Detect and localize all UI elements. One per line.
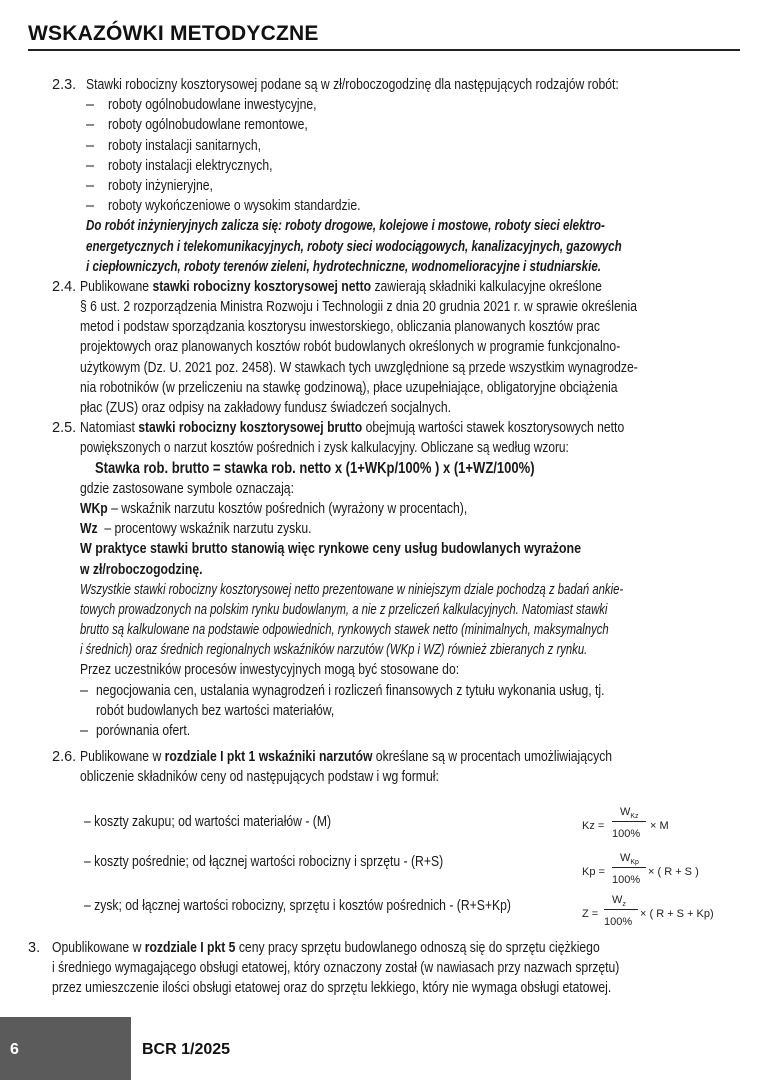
paragraph-line: § 6 ust. 2 rozporządzenia Ministra Rozwoju i Technologii z dnia 20 grudnia 2021 r. w sprawie określenia — [80, 299, 637, 316]
list-item-continuation: robót budowlanych bez wartości materiałów, — [96, 702, 335, 719]
section-number: 2.6. — [52, 749, 77, 766]
brutto-formula: Stawka rob. brutto = stawka rob. netto x (1+WKp/100% ) x (1+WZ/100%) — [95, 459, 535, 477]
document-body — [0, 75, 764, 998]
section-2-6-intro: 2.6. Publikowane w rozdziale I pkt 1 wskaźniki narzutów określane są w procentach umożliwiających — [0, 747, 764, 767]
footer-page-box — [0, 1017, 131, 1080]
section-2-4-intro: 2.4. Publikowane stawki robocizny kosztorysowej netto zawierają składniki kalkulacyjne określone — [0, 277, 764, 297]
list-item: – roboty ogólnobudowlane remontowe, — [86, 117, 308, 134]
page-number: 6 — [10, 1041, 19, 1058]
note-line: energetycznych i telekomunikacyjnych, roboty sieci wodociągowych, kanalizacyjnych, gazowych — [86, 238, 622, 255]
page-title: WSKAZÓWKI METODYCZNE — [28, 22, 319, 45]
paragraph-line: powiększonych o narzut kosztów pośrednich i zysk kalkulacyjny. Obliczane są według wzoru: — [80, 440, 569, 457]
italic-line: Wszystkie stawki robocizny kosztorysowej netto prezentowane w niniejszym dziale pochodzą z badań ankie- — [80, 581, 624, 598]
paragraph-line: użytkowym (Dz. U. 2021 poz. 2458). W stawkach tych uwzględnione są przede wszystkim wynagrodze- — [80, 359, 638, 376]
symbol-wz: Wz — [80, 521, 98, 538]
symbol-wkp: WKp — [80, 500, 108, 517]
section-2-3-intro — [0, 75, 764, 95]
list-item: – roboty instalacji sanitarnych, — [86, 137, 262, 154]
italic-line: brutto są kalkulowane na podstawie odpowiednich, rynkowych stawek netto (minimalnych, maksymalnych — [80, 622, 609, 639]
section-2-5-intro: 2.5. Natomiast stawki robocizny kosztorysowej brutto obejmują wartości stawek kosztorysowych netto — [0, 418, 764, 438]
list-item: – roboty instalacji elektrycznych, — [86, 157, 273, 174]
paragraph-line: metod i podstaw sporządzania kosztorysu inwestorskiego, obliczania planowanych kosztów prac — [80, 319, 600, 336]
symbol-line: Wz – procentowy wskaźnik narzutu zysku. — [80, 521, 312, 538]
paragraph-line: gdzie zastosowane symbole oznaczają: — [80, 480, 294, 497]
note-line: Do robót inżynieryjnych zalicza się: roboty drogowe, kolejowe i mostowe, roboty sieci elektro- — [86, 218, 605, 235]
section-number: 2.4. — [52, 278, 77, 295]
kz-formula: Kz = $W_{Kz}$ 100% × M — [582, 805, 669, 840]
formula-row-kz: – koszty zakupu; od wartości materiałów - (M) Kz = $W_{Kz}$ 100% × M — [0, 802, 764, 842]
paragraph-line: płac (ZUS) oraz odpisy na zakładowy fundusz świadczeń socjalnych. — [80, 400, 451, 416]
practice-line: W praktyce stawki brutto stanowią więc rynkowe ceny usług budowlanych wyrażone — [80, 541, 582, 558]
paragraph-text: Stawki robocizny kosztorysowej podane są w zł/roboczogodzinę dla następujących rodzajów robót: — [86, 77, 619, 93]
practice-line: w zł/roboczogodzinę. — [80, 561, 203, 578]
publication-title: BCR 1/2025 — [142, 1041, 231, 1058]
formula-line — [0, 459, 764, 479]
paragraph-line: nia robotników (w przeliczeniu na stawkę godzinową), płace uzupełniające, obligatoryjne obciążenia — [80, 379, 618, 396]
symbol-line: WKp – wskaźnik narzutu kosztów pośrednich (wyrażony w procentach), — [80, 500, 468, 517]
italic-line: towych prowadzonych na polskim rynku budowlanym, a nie z przeliczeń kalkulacyjnych. Natomiast stawki — [80, 601, 608, 618]
paragraph-line: i średniego wymagającego obsługi etatowej, który oznaczony został (w nawiasach przy nazwach sprzętu) — [52, 959, 620, 976]
list-item: – roboty inżynieryjne, — [86, 177, 213, 194]
formula-row-kp: – koszty pośrednie; od łącznej wartości robocizny i sprzętu - (R+S) Kp = $W_{Kp}$ 100% × ( R + S ) — [0, 842, 764, 882]
z-formula: Z = $W_z$ 100% × ( R + S + Kp) — [582, 893, 714, 928]
list-item: – porównania ofert. — [80, 723, 191, 739]
section-number: 2.3. — [52, 77, 77, 93]
paragraph-line: Przez uczestników procesów inwestycyjnych mogą być stosowane do: — [80, 662, 460, 679]
paragraph-line: przez umieszczenie ilości obsługi etatowej oraz do sprzętu lekkiego, który nie wymaga obsługi etatowej. — [52, 979, 612, 996]
section-3-intro: 3. Opublikowane w rozdziale I pkt 5 ceny pracy sprzętu budowlanego odnoszą się do sprzętu ciężkiego — [0, 938, 764, 958]
formula-row-z: – zysk; od łącznej wartości robocizny, sprzętu i kosztów pośrednich - (R+S+Kp) Z = $W_z$ 100% × ( R + S + Kp) — [0, 886, 764, 926]
section-number: 2.5. — [52, 420, 77, 437]
page-header — [28, 22, 740, 46]
list-item: – negocjowania cen, ustalania wynagrodzeń i rozliczeń finansowych z tytułu wykonania usług, tj. — [80, 682, 605, 699]
note-line: i ciepłowniczych, roboty terenów zieleni, hydrotechniczne, wodnomelioracyjne i studniarskie. — [86, 258, 602, 275]
section-number: 3. — [28, 939, 41, 956]
italic-line: i średnich) oraz średnich regionalnych wskaźników narzutów (WKp i WZ) również zbieranych z rynku. — [80, 642, 588, 659]
paragraph-line: projektowych oraz planowanych kosztów robót budowlanych określonych w programie funkcjonalno- — [80, 339, 621, 356]
header-rule — [28, 49, 740, 51]
paragraph-line: obliczenie składników ceny od następujących podstaw i wg formuł: — [80, 769, 439, 786]
list-item: – roboty wykończeniowe o wysokim standardzie. — [86, 198, 361, 215]
list-item: – roboty ogólnobudowlane inwestycyjne, — [86, 97, 317, 114]
kp-formula: Kp = $W_{Kp}$ 100% × ( R + S ) — [582, 851, 699, 886]
